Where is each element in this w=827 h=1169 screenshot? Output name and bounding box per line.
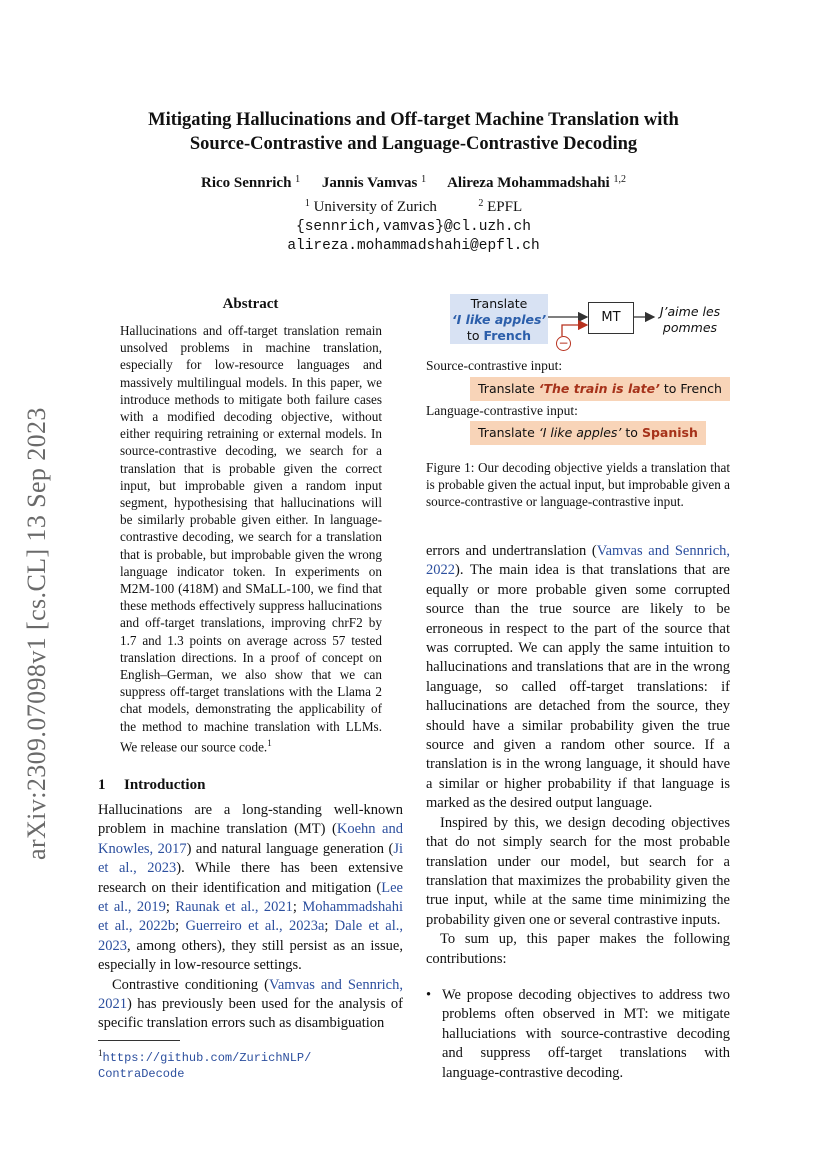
citation-link[interactable]: Lee et al., 2019	[98, 879, 403, 916]
body-text: errors and undertranslation (	[426, 543, 597, 559]
citation-link[interactable]: Koehn and Knowles, 2017	[98, 821, 403, 857]
body-text: ;	[292, 899, 303, 916]
affil-name: EPFL	[487, 199, 523, 215]
author-name: Rico Sennrich	[201, 175, 292, 191]
output-line-2: pommes	[662, 320, 718, 335]
abstract-heading: Abstract	[222, 296, 279, 312]
input-quote: ‘I like apples’	[451, 312, 547, 327]
citation-link[interactable]: Mohammadshahi et al., 2022b	[98, 899, 403, 935]
input-label: Translate	[470, 296, 528, 311]
paper-title	[60, 108, 767, 156]
affil-mark: 1	[304, 198, 310, 209]
mt-box: MT	[588, 302, 634, 334]
citation-link[interactable]: Dale et al., 2023	[98, 918, 403, 954]
figure-1	[426, 290, 746, 450]
body-text: ) and natural language generation (	[186, 840, 394, 857]
body-text: ) has previously been used for the analysis of specific translation errors such as disambiguation	[98, 996, 403, 1032]
right-column-body	[426, 542, 730, 969]
contributions-list	[426, 986, 730, 1083]
list-item	[426, 986, 730, 1083]
source-contrastive-label: Source-contrastive input:	[426, 358, 563, 373]
footnote-rule	[98, 1040, 180, 1041]
input-box	[450, 294, 548, 344]
body-text: Contrastive conditioning (	[112, 976, 269, 993]
abstract-text: Hallucinations and off-target translation remain unsolved problems in machine translation, especially for low-resource languages and massively multilingual models. In this paper, we introduce methods to mitigate both failure cases with a modified decoding objective, without either requiring retraining or external models. In source-contrastive decoding, we search for a translation that is probable given the correct input, but improbable given a random input segment, hypothesising that hallucinations will be similarly probable given either. In language-contrastive decoding, we search for a translation that is probable, but improbable given the wrong language indicator token. In experiments on M2M-100 (418M) and SMaLL-100, we find that these methods effectively suppress hallucinations and off-target translations, improving chrF2 by 1.7 and 1.3 points on average across 57 tested translation directions. In a proof of concept on English–German, we also show that we can suppress off-target translations with the Llama 2 chat models, demonstrating the applicability of the method to machine translation with LLMs. We release our source code.	[120, 323, 382, 755]
author-affil-mark: 1	[421, 174, 427, 185]
footnote-mark: 1	[98, 1048, 103, 1058]
body-text: ). The main idea is that translations that are equally or more probable given some corrupted source than the true source are likely to be erroneous in respect to the part of the source that was corrupted. We can apply the same intuition to hallucinations and translations that are in the wrong language, so called off-target translations: if hallucinations are detached from the source, they should have a similar probability given the true source and given a random other source. If a translation is in the wrong language, it should have a similar or higher probability if that language is marked as the desired output language.	[426, 562, 730, 812]
src-quote: ‘The train is late’	[538, 381, 660, 396]
email-line-1: {sennrich,vamvas}@cl.uzh.ch	[296, 219, 531, 235]
citation-link[interactable]: Vamvas and Sennrich, 2021	[98, 976, 403, 1013]
title-line-1: Mitigating Hallucinations and Off-target Machine Translation with	[148, 110, 679, 130]
section-heading	[98, 777, 205, 794]
author-name: Jannis Vamvas	[321, 175, 418, 191]
author-name: Alireza Mohammadshahi	[447, 175, 610, 191]
body-text: ;	[324, 918, 335, 935]
intro-paragraph-1	[98, 801, 403, 976]
abstract-body	[120, 322, 382, 755]
citation-link[interactable]: Vamvas and Sennrich, 2022	[426, 543, 730, 579]
language-contrastive-label: Language-contrastive input:	[426, 403, 578, 418]
body-text: , among others), they still persist as an issue, especially in low-resource settings.	[98, 937, 403, 974]
right-paragraph-3: To sum up, this paper makes the following contributions:	[426, 931, 730, 967]
lang-to: to	[625, 425, 638, 440]
intro-body	[98, 801, 403, 1034]
affil-mark: 2	[478, 198, 484, 209]
section-number: 1	[98, 777, 106, 793]
input-language: French	[483, 328, 532, 343]
affil-name: University of Zurich	[313, 199, 437, 215]
output-line-1: J’aime les	[659, 304, 721, 319]
body-text: ). While there has been extensive research on their identification and mitigation (	[98, 860, 404, 896]
input-to: to	[466, 328, 480, 343]
bullet-text: We propose decoding objectives to address two problems often observed in MT: we mitigate halluciations with source-contrastive decoding and suppress off-target translations with language-contrastive decoding.	[442, 987, 730, 1081]
footnote-url-2[interactable]: ContraDecode	[98, 1067, 185, 1081]
affiliations	[60, 198, 767, 216]
right-paragraph-1	[426, 542, 730, 814]
src-post: to French	[663, 381, 722, 396]
author-affil-mark: 1,2	[613, 174, 626, 185]
figure-caption: Figure 1: Our decoding objective yields a translation that is probable given the actual input, but improbable given a source-contrastive or language-contrastive input.	[426, 460, 730, 509]
bullet-icon: •	[426, 987, 432, 1003]
section-title: Introduction	[124, 777, 206, 793]
contrastive-arrow	[562, 325, 587, 336]
lang-quote: ‘I like apples’	[538, 425, 622, 440]
citation-link[interactable]: Raunak et al., 2021	[175, 899, 293, 916]
author-list	[60, 174, 767, 192]
arxiv-stamp: arXiv:2309.07098v1 [cs.CL] 13 Sep 2023	[22, 407, 51, 860]
body-text: Hallucinations are a long-standing well-known problem in machine translation (MT) (	[98, 802, 403, 838]
language-contrastive-box	[470, 421, 706, 445]
citation-link[interactable]: Ji et al., 2023	[98, 840, 403, 877]
footnote-ref: 1	[267, 737, 272, 748]
right-paragraph-2: Inspired by this, we design decoding objectives that do not simply search for the most probable translation under our model, but search for a translation that maximizes the probability given the true input, while at the same time minimizing the probability given one or several contrastive inputs.	[426, 814, 730, 928]
body-text: ;	[175, 918, 186, 935]
lang-pre: Translate	[478, 425, 535, 440]
intro-paragraph-2	[98, 976, 403, 1034]
title-line-2: Source-Contrastive and Language-Contrastive Decoding	[189, 134, 638, 154]
footnote	[98, 1046, 403, 1082]
src-pre: Translate	[478, 381, 535, 396]
footnote-url-1[interactable]: https://github.com/ZurichNLP/	[102, 1051, 312, 1065]
email-line-2: alireza.mohammadshahi@epfl.ch	[287, 238, 540, 254]
lang-language: Spanish	[641, 425, 698, 440]
minus-icon: −	[556, 336, 571, 351]
body-text: ;	[165, 899, 176, 916]
citation-link[interactable]: Guerreiro et al., 2023a	[185, 918, 325, 935]
output-text	[654, 304, 726, 336]
author-affil-mark: 1	[295, 174, 301, 185]
source-contrastive-box	[470, 377, 730, 401]
